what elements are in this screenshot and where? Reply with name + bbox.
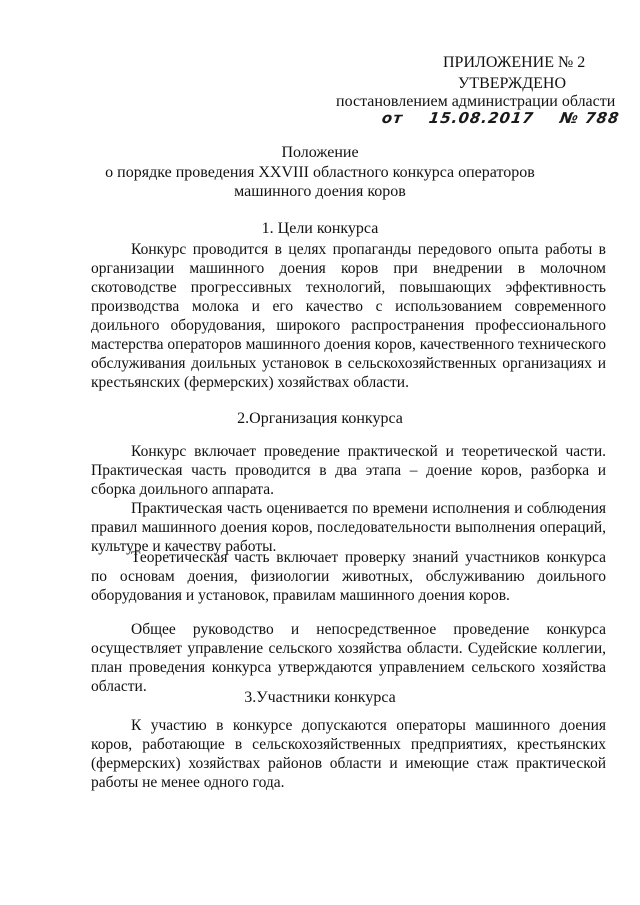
- paragraph-organization-4: Общее руководство и непосредственное проведение конкурса осуществляет управление сельского хозяйства области. Судейские коллегии, план проведения конкурса утверждаются управлением сельского хозяйства области.: [91, 621, 606, 695]
- appendix-label: ПРИЛОЖЕНИЕ № 2: [443, 54, 586, 71]
- paragraph-goals: Конкурс проводится в целях пропаганды передового опыта работы в организации машинного доения коров при внедрении в молочном скотоводстве прогрессивных технологий, повышающих эффективность производства молока и его качество с использованием современного доильного оборудования, широкого распространения профессионального мастерства операторов машинного доения коров, качественного технического обслуживания доильных установок в сельскохозяйственных организациях и крестьянских (фермерских) хозяйствах области.: [91, 241, 606, 391]
- section-heading-goals: 1. Цели конкурса: [261, 220, 379, 237]
- paragraph-participants: К участию в конкурсе допускаются операторы машинного доения коров, работающие в сельскохозяйственных предприятиях, крестьянских (фермерских) хозяйствах районов области и имеющие стаж практической работы не менее одного года.: [91, 717, 606, 791]
- resolution-label: постановлением администрации области: [336, 93, 616, 110]
- handwritten-date: 15.08.2017: [427, 109, 536, 127]
- document-subtitle-line2: машинного доения коров: [234, 183, 406, 200]
- paragraph-organization-1: Конкурс включает проведение практической и теоретической части. Практическая часть проводится в два этапа – доение коров, разборка и сборка доильного аппарата.: [91, 443, 606, 498]
- handwritten-number: № 788: [558, 109, 621, 127]
- approved-label: УТВЕРЖДЕНО: [458, 75, 567, 92]
- handwritten-prefix: от: [380, 109, 405, 127]
- section-heading-organization: 2.Организация конкурса: [237, 410, 403, 427]
- paragraph-organization-2: Практическая часть оценивается по времени исполнения и соблюдения правил машинного доения коров, последовательности выполнения операций, культуре и качеству работы.: [91, 500, 606, 555]
- paragraph-organization-3: Теоретическая часть включает проверку знаний участников конкурса по основам доения, физиологии животных, обслуживанию доильного оборудования и установок, правилам машинного доения коров.: [91, 549, 606, 604]
- document-subtitle-line1: о порядке проведения XXVIII областного конкурса операторов: [105, 164, 535, 181]
- document-title: Положение: [281, 144, 359, 161]
- handwritten-date-number: [381, 109, 621, 127]
- section-heading-participants: 3.Участники конкурса: [244, 689, 396, 706]
